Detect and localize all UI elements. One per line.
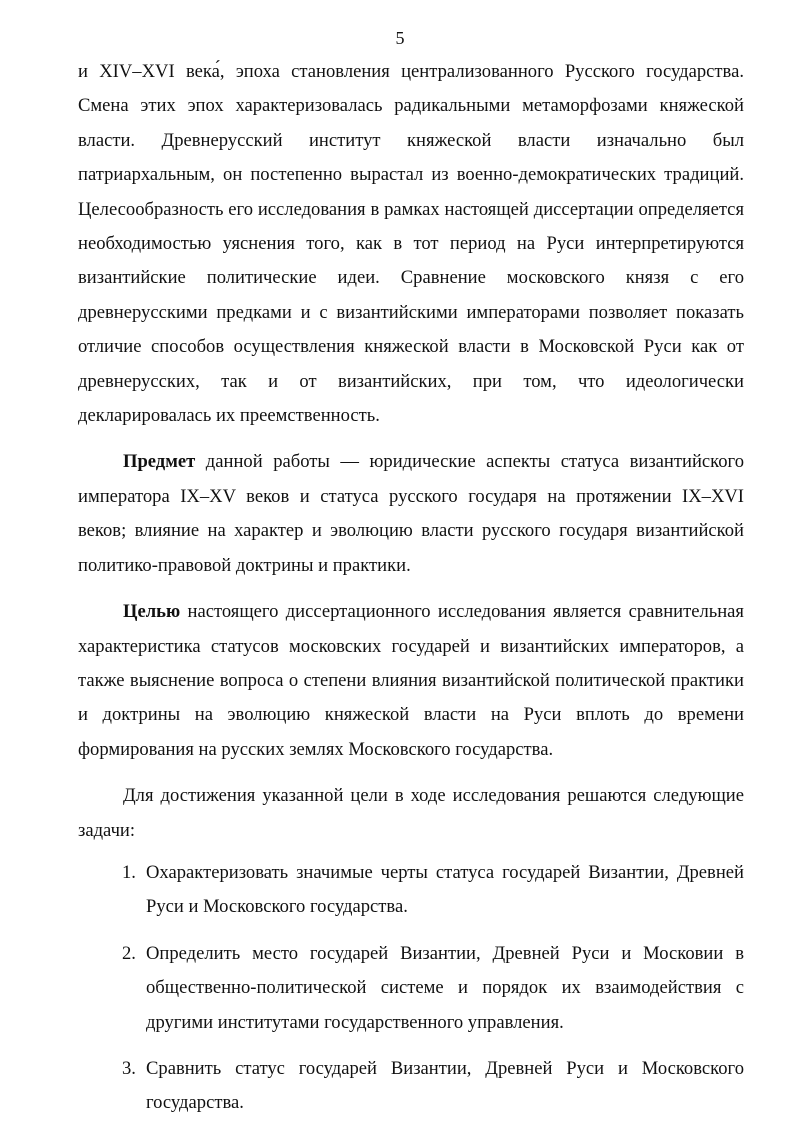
subject-term: Предмет bbox=[123, 451, 196, 473]
task-text: Сравнить статус государей Византии, Древней Руси и Московского государства. bbox=[146, 1057, 744, 1114]
list-item bbox=[78, 937, 744, 1040]
task-number: 2. bbox=[122, 942, 136, 964]
page-body bbox=[78, 55, 744, 1133]
task-number: 3. bbox=[122, 1057, 136, 1079]
task-text: Определить место государей Византии, Древней Руси и Московии в общественно-политической системе и порядок их взаимодействия с другими институтами государственного управления. bbox=[146, 942, 744, 1033]
subject-text: данной работы — юридические аспекты статуса византийского императора IX–XV веков и статуса русского государя на протяжении IX–XVI веков; влияние на характер и эволюцию власти русского государя византийской политико-правовой доктрины и практики. bbox=[78, 451, 744, 576]
task-number: 1. bbox=[122, 861, 136, 883]
goal-text: настоящего диссертационного исследования является сравнительная характеристика статусов московских государей и византийских императоров, а также выяснение вопроса о степени влияния византийской политической практики и доктрины на эволюцию княжеской власти на Руси вплоть до времени формирования на русских землях Московского государства. bbox=[78, 601, 744, 760]
paragraph-tasks-intro: Для достижения указанной цели в ходе исследования решаются следующие задачи: bbox=[78, 785, 744, 841]
tasks-list bbox=[78, 856, 744, 1121]
list-item bbox=[78, 1052, 744, 1121]
page-number: 5 bbox=[395, 28, 405, 48]
paragraph-intro: и XIV–XVI века́, эпоха становления централизованного Русского государства. Смена этих эпох характеризовалась радикальными метаморфозами княжеской власти. Древнерусский институт княжеской власти изначально был патриархальным, он постепенно вырастал из военно-демократических традиций. Целесообразность его исследования в рамках настоящей диссертации определяется необходимостью уяснения того, как в тот период на Руси интерпретируются византийские политические идеи. Сравнение московского князя с его древнерусскими предками и с византийскими императорами позволяет показать отличие способов осуществления княжеской власти в Московской Руси как от древнерусских, так и от византийских, при том, что идеологически декларировалась их преемственность. bbox=[78, 61, 744, 427]
list-item bbox=[78, 856, 744, 925]
task-text: Охарактеризовать значимые черты статуса государей Византии, Древней Руси и Московского государства. bbox=[146, 861, 744, 918]
paragraph-subject bbox=[78, 445, 744, 583]
goal-term: Целью bbox=[123, 601, 181, 623]
paragraph-goal bbox=[78, 595, 744, 767]
